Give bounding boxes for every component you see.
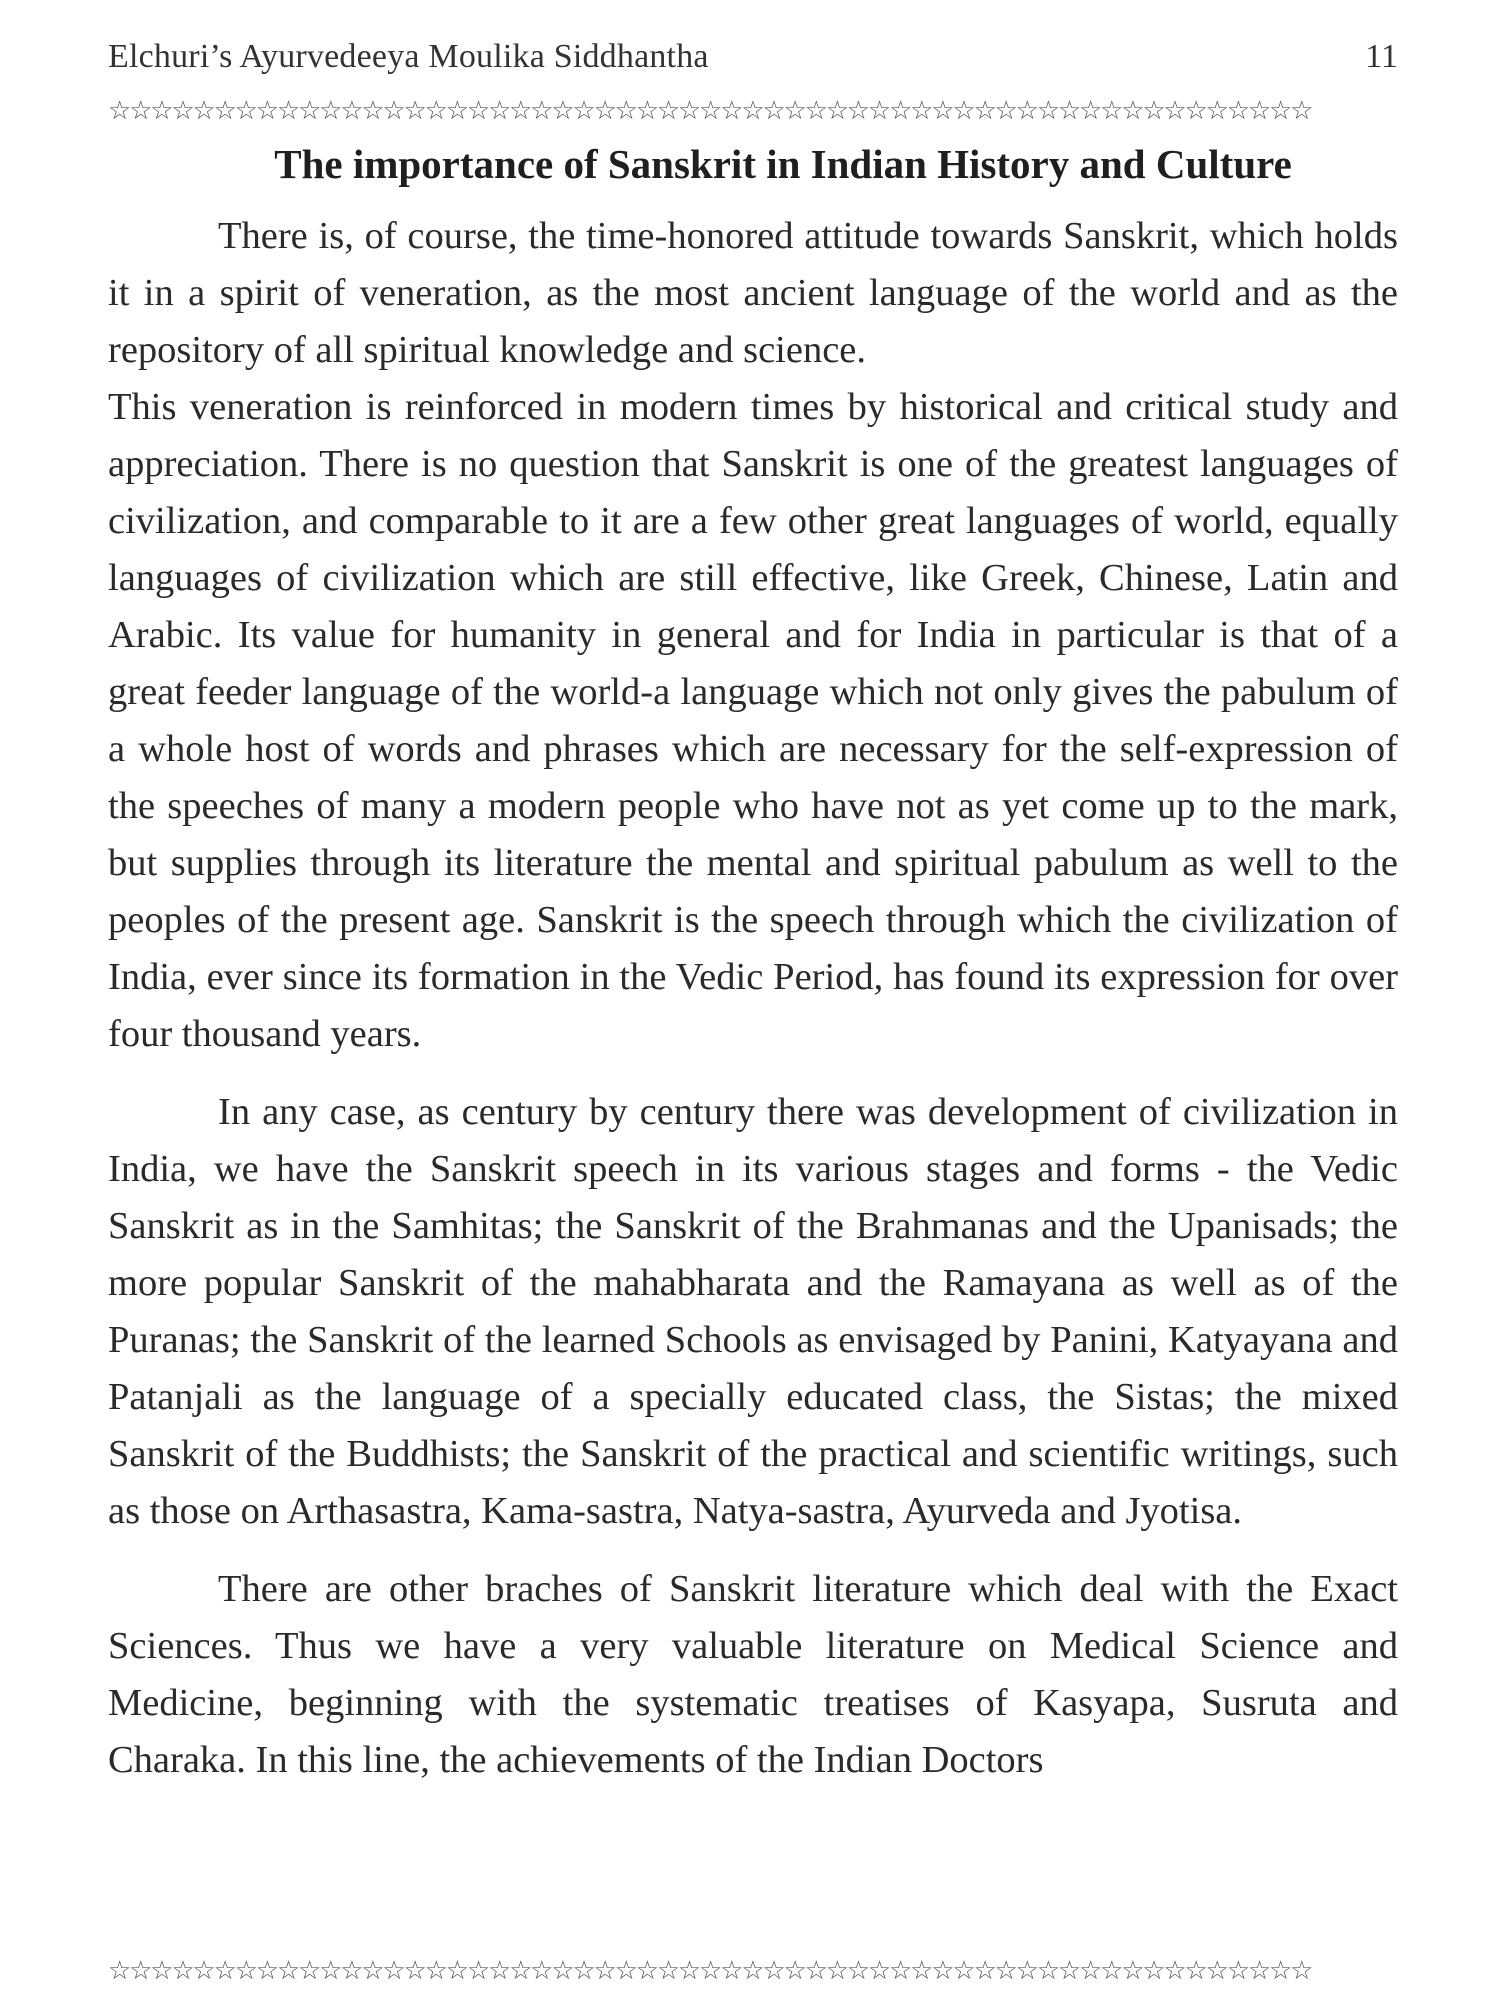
paragraph-2: This veneration is reinforced in modern times by historical and critical study and appreciation. There is no question that Sanskrit is one of the greatest languages of civilization, and comparable to it are a few other great languages of world, equally languages of civilization which are still effective, like Greek, Chinese, Latin and Arabic. Its value for humanity in general and for India in particular is that of a great feeder language of the world-a language which not only gives the pabulum of a whole host of words and phrases which are necessary for the self-expression of the speeches of many a modern people who have not as yet come up to the mark, but supplies through its literature the mental and spiritual pabulum as well to the peoples of the present age. Sanskrit is the speech through which the civilization of India, ever since its formation in the Vedic Period, has found its expression for over four thousand years. (108, 386, 1398, 1055)
section-title: The importance of Sanskrit in Indian History and Culture (274, 141, 1292, 187)
body-text (108, 208, 1398, 1789)
paragraph-4: There are other braches of Sanskrit literature which deal with the Exact Sciences. Thus we have a very valuable literature on Medical Science and Medicine, beginning with the systematic treatises of Kasyapa, Susruta and Charaka. In this line, the achievements of the Indian Doctors (108, 1568, 1398, 1781)
running-head (108, 38, 1398, 88)
page-number: 11 (1365, 38, 1398, 75)
paragraph-1: There is, of course, the time-honored attitude towards Sanskrit, which holds it in a spirit of veneration, as the most ancient language of the world and as the repository of all spiritual knowledge and science. (108, 215, 1398, 371)
running-title: Elchuri’s Ayurvedeeya Moulika Siddhantha (108, 38, 709, 75)
top-star-divider: ☆☆☆☆☆☆☆☆☆☆☆☆☆☆☆☆☆☆☆☆☆☆☆☆☆☆☆☆☆☆☆☆☆☆☆☆☆☆☆☆☆☆☆☆☆☆☆☆☆☆☆☆☆☆☆☆☆ (108, 96, 1312, 126)
bottom-star-divider: ☆☆☆☆☆☆☆☆☆☆☆☆☆☆☆☆☆☆☆☆☆☆☆☆☆☆☆☆☆☆☆☆☆☆☆☆☆☆☆☆☆☆☆☆☆☆☆☆☆☆☆☆☆☆☆☆☆ (108, 1956, 1312, 1986)
paragraph-3: In any case, as century by century there was development of civilization in India, we have the Sanskrit speech in its various stages and forms - the Vedic Sanskrit as in the Samhitas; the Sanskrit of the Brahmanas and the Upanisads; the more popular Sanskrit of the mahabharata and the Ramayana as well as of the Puranas; the Sanskrit of the learned Schools as envisaged by Panini, Katyayana and Patanjali as the language of a specially educated class, the Sistas; the mixed Sanskrit of the Buddhists; the Sanskrit of the practical and scientific writings, such as those on Arthasastra, Kama-sastra, Natya-sastra, Ayurveda and Jyotisa. (108, 1091, 1398, 1532)
